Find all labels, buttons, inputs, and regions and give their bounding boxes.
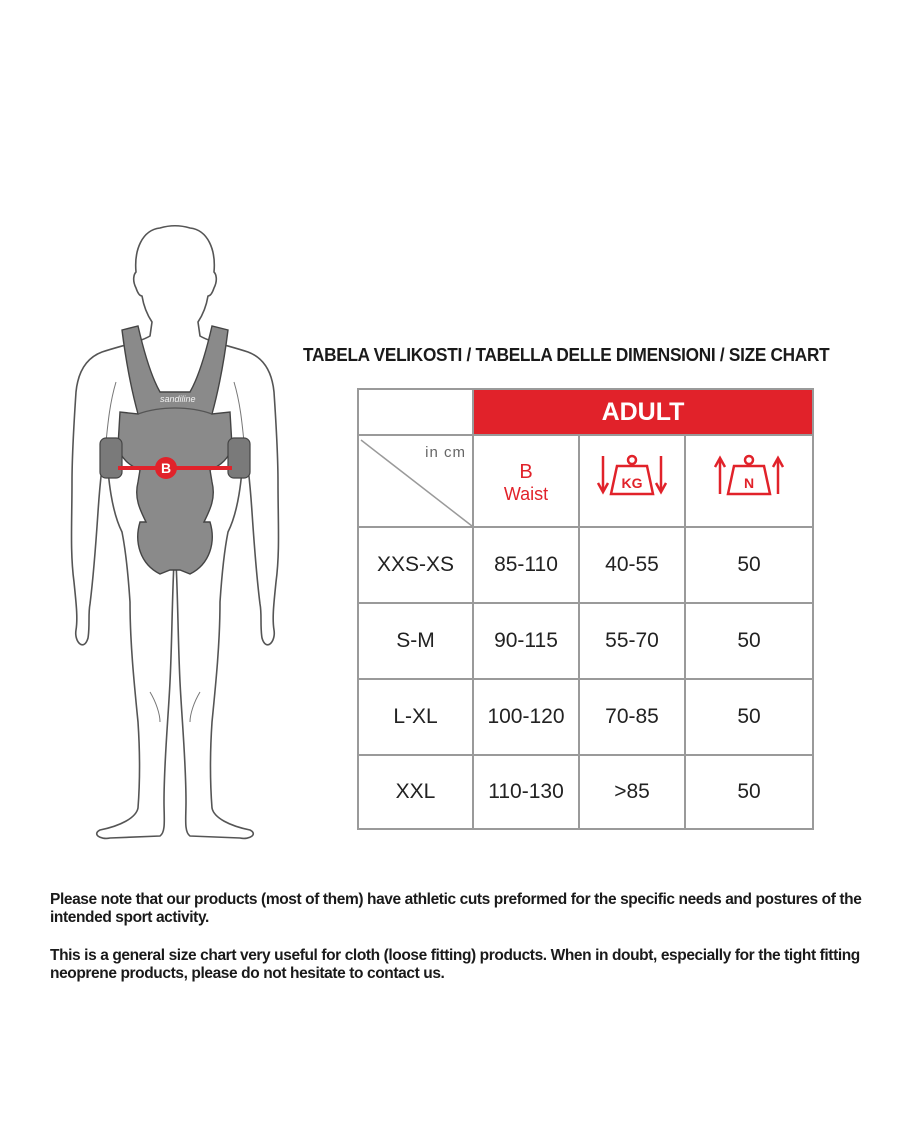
size-cell: S-M xyxy=(358,603,473,679)
size-table xyxy=(357,388,814,830)
svg-text:sandiline: sandiline xyxy=(160,394,196,404)
table-row xyxy=(358,603,813,679)
table-row xyxy=(358,679,813,755)
size-chart-note: This is a general size chart very useful for cloth (loose fitting) products. When in doubt, especially for the tight fitting neoprene products, please do not hesitate to contact us. xyxy=(50,947,860,982)
body-figure xyxy=(60,222,290,842)
empty-corner-cell xyxy=(358,389,473,435)
weight-icon-label: KG xyxy=(621,475,643,491)
force-icon xyxy=(714,450,784,506)
unit-cell xyxy=(358,435,473,527)
waist-cell: 85-110 xyxy=(473,527,579,603)
size-cell: XXS-XS xyxy=(358,527,473,603)
force-cell: 50 xyxy=(685,527,813,603)
size-cell: XXL xyxy=(358,755,473,829)
weight-cell: 55-70 xyxy=(579,603,685,679)
size-chart-title: TABELA VELIKOSTI / TABELLA DELLE DIMENSIONI / SIZE CHART xyxy=(303,344,830,365)
adult-header: ADULT xyxy=(473,389,813,435)
table-row xyxy=(358,755,813,829)
waist-cell: 100-120 xyxy=(473,679,579,755)
waist-label: Waist xyxy=(503,484,549,504)
weight-cell: 40-55 xyxy=(579,527,685,603)
fit-note: Please note that our products (most of them) have athletic cuts preformed for the specific needs and postures of the intended sport activity. xyxy=(50,891,862,926)
weight-cell: 70-85 xyxy=(579,679,685,755)
force-cell: 50 xyxy=(685,755,813,829)
weight-header-cell xyxy=(579,435,685,527)
weight-cell: >85 xyxy=(579,755,685,829)
unit-label: in cm xyxy=(425,444,466,461)
waist-cell: 110-130 xyxy=(473,755,579,829)
waist-cell: 90-115 xyxy=(473,603,579,679)
force-icon-label: N xyxy=(743,475,755,491)
force-header-cell xyxy=(685,435,813,527)
force-cell: 50 xyxy=(685,679,813,755)
waist-header-cell xyxy=(473,435,579,527)
weight-icon xyxy=(597,450,667,506)
size-cell: L-XL xyxy=(358,679,473,755)
table-row xyxy=(358,527,813,603)
waist-letter: B xyxy=(519,461,533,483)
force-cell: 50 xyxy=(685,603,813,679)
svg-text:B: B xyxy=(160,460,172,476)
